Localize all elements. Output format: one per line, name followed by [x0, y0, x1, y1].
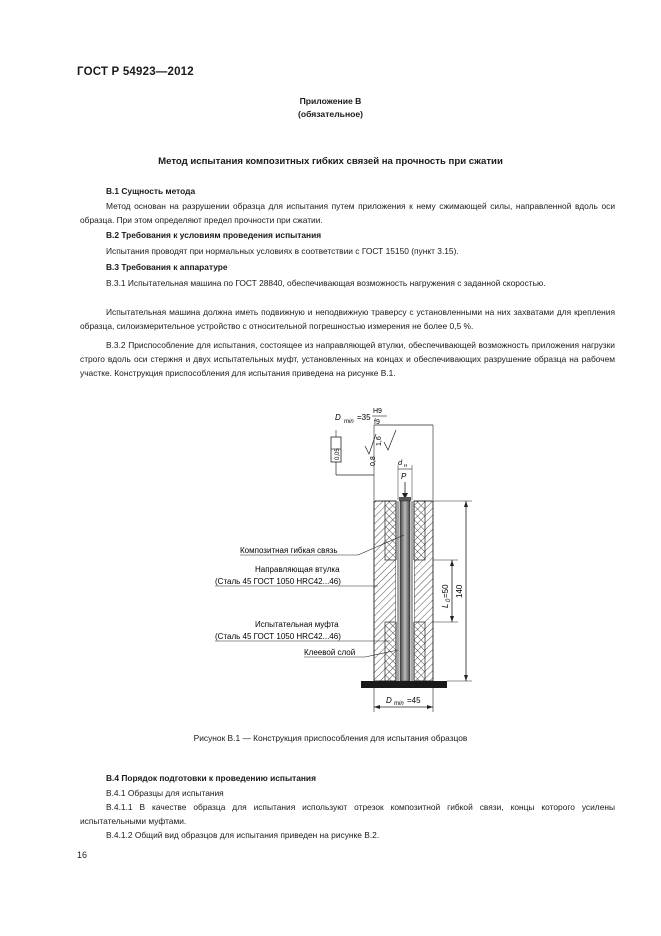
tolerance-value: 0,05	[335, 448, 341, 460]
roughness-08: 0,8	[370, 456, 377, 466]
section-b411-text-content: В.4.1.1 В качестве образца для испытания используют отрезок композитной гибкой связи, концы которого усилены испытательными муфтами.	[80, 802, 615, 826]
d-top-sub: min	[344, 419, 354, 425]
d-top-label: D	[335, 413, 341, 422]
section-b1-text-content: Метод основан на разрушении образца для испытания путем приложения к нему сжимающей силы, направленной вдоль оси образца. При этом определяют предел прочности при сжатии.	[80, 201, 615, 225]
d-bot-label: D	[386, 696, 392, 705]
l0-label: L	[441, 603, 450, 608]
label-glue-layer: Клеевой слой	[304, 648, 356, 657]
annex-title: Приложение В	[299, 96, 362, 106]
fit-numerator: H9	[373, 408, 382, 415]
section-b41-text: В.4.1 Образцы для испытания	[106, 788, 224, 798]
l0-value: =50	[441, 584, 450, 598]
section-b3-heading: В.3 Требования к аппаратуре	[106, 262, 228, 272]
page-number: 16	[77, 850, 88, 860]
d-bot-value: =45	[407, 696, 421, 705]
section-b411-text	[80, 800, 615, 828]
l0-sub: 0	[446, 598, 452, 602]
label-test-coupling-material: (Сталь 45 ГОСТ 1050 HRC42...46)	[215, 632, 341, 641]
dn-sub: н	[404, 463, 408, 469]
section-b31-text-content: В.3.1 Испытательная машина по ГОСТ 28840, обеспечивающая возможность нагружения с заданной скоростью.	[106, 278, 546, 288]
dn-label: d	[398, 458, 403, 467]
label-test-coupling: Испытательная муфта	[255, 620, 339, 629]
section-b32-text-content: В.3.2 Приспособление для испытания, состоящее из направляющей втулки, обеспечивающей возможность приложения нагрузки строго вдоль оси стержня и двух испытательных муфт, установленных на концах и обеспечивающих разрушение образца на рабочем участке. Конструкция приспособления для испытания приведена на рисунке В.1.	[80, 340, 615, 378]
force-label: P	[401, 472, 407, 481]
section-b1-heading: В.1 Сущность метода	[106, 186, 196, 196]
section-b2-heading: В.2 Требования к условиям проведения испытания	[106, 230, 322, 240]
height-140: 140	[455, 584, 464, 598]
label-guide-sleeve: Направляющая втулка	[255, 565, 340, 574]
label-guide-sleeve-material: (Сталь 45 ГОСТ 1050 HRC42...46)	[215, 577, 341, 586]
document-id: ГОСТ Р 54923—2012	[77, 66, 194, 78]
annex-status: (обязательное)	[297, 109, 364, 119]
main-title: Метод испытания композитных гибких связей на прочность при сжатии	[158, 156, 503, 167]
fit-denominator: f9	[374, 419, 380, 426]
section-b4-heading: В.4 Порядок подготовки к проведению испытания	[106, 773, 316, 783]
roughness-16: 1,6	[376, 436, 383, 446]
section-b31-text2-content: Испытательная машина должна иметь подвижную и неподвижную траверсу с установленными на них захватами для крепления образца, силоизмерительное устройство с относительной погрешностью измерения не более 0,5 %.	[80, 307, 615, 331]
section-b2-text-content: Испытания проводят при нормальных условиях в соответствии с ГОСТ 15150 (пункт 3.15).	[106, 246, 459, 256]
section-b412-text: В.4.1.2 Общий вид образцов для испытания приведен на рисунке В.2.	[106, 830, 380, 840]
d-bot-sub: min	[394, 701, 404, 707]
figure-caption: Рисунок В.1 — Конструкция приспособления для испытания образцов	[193, 733, 468, 743]
d-top-value: =35	[357, 413, 371, 422]
label-composite-bond: Композитная гибкая связь	[240, 546, 338, 555]
